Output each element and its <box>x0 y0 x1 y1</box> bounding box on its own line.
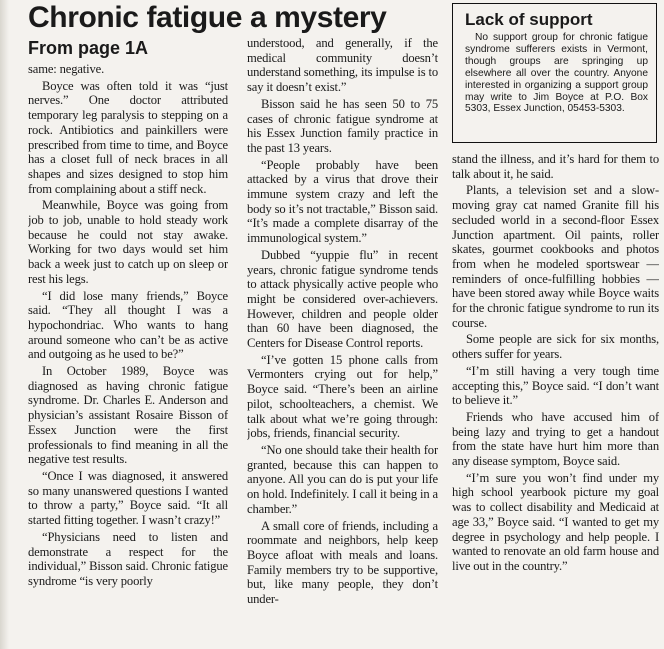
paragraph: same: negative. <box>28 62 105 76</box>
paragraph: A small core of friends, including a roommate and neighbors, help keep Boyce afloat with meals and loans. Family members try to be supportive, but, like many people, they don’t under- <box>247 518 438 607</box>
paragraph: “I’ve gotten 15 phone calls from Vermonters crying out for help,” Boyce said. “There’s been an airline pilot, schoolteachers, a chemist. We talk about what we’re going through: jobs, friends, financial security. <box>247 352 438 441</box>
paragraph: understood, and generally, if the medical community doesn’t understand something, its impulse is to say it doesn’t exist.” <box>247 36 438 95</box>
paragraph: Plants, a television set and a slow-moving gray cat named Granite fill his secluded world in a second-floor Essex Junction apartment. Oil paints, roller skates, gourmet cookbooks and photos from when he modeled sportswear — reminders of once-fulfilling hobbies — have been stored away while Boyce waits for the chronic fatigue syndrome to run its course. <box>452 183 659 330</box>
article-column-3 <box>452 152 659 649</box>
sidebar-body: No support group for chronic fatigue syndrome sufferers exists in Vermont, though groups are springing up elsewhere all over the country. Anyone interested in organizing a support group may write to Jim Boyce at P.O. Box 5303, Essex Junction, 05453-5303. <box>465 32 648 115</box>
paragraph: Boyce was often told it was “just nerves.” One doctor attributed temporary leg paralysis to stepping on a rock. Antibiotics and painkillers were prescribed from time to time, and Boyce has a closet full of neck braces in all shapes and sizes designed to stop him from complaining about a stiff neck. <box>28 78 228 196</box>
paragraph: “I did lose many friends,” Boyce said. “They all thought I was a hypochondriac. Who wants to hang around someone who can’t be as active and outgoing as he used to be?” <box>28 288 228 362</box>
paragraph: “Physicians need to listen and demonstrate a respect for the individual,” Bisson said. Chronic fatigue syndrome “is very poorly <box>28 529 228 588</box>
sidebar-box <box>452 3 657 143</box>
headline: Chronic fatigue a mystery <box>28 1 387 34</box>
scan-edge-shadow <box>0 0 9 649</box>
sidebar-title: Lack of support <box>465 10 593 29</box>
paragraph: Bisson said he has seen 50 to 75 cases of chronic fatigue syndrome at his Essex Junction family practice in the past 13 years. <box>247 96 438 155</box>
paragraph: “People probably have been attacked by a virus that drove their immune system crazy and left the body so it’s not tractable,” Bisson said. “It’s made a complete disarray of the immunological system.” <box>247 157 438 246</box>
paragraph: In October 1989, Boyce was diagnosed as having chronic fatigue syndrome. Dr. Charles E. Anderson and physician’s assistant Rosaire Bisson of Essex Junction were the first professionals to find meaning in all the negative test results. <box>28 364 228 467</box>
paragraph: Friends who have accused him of being lazy and trying to get a handout from the state have hurt him more than any disease symptom, Boyce said. <box>452 409 659 469</box>
paragraph: Dubbed “yuppie flu” in recent years, chronic fatigue syndrome tends to attack physically active people who might be considered over-achievers. However, children and people older than 60 have been diagnosed, the Centers for Disease Control reports. <box>247 247 438 351</box>
paragraph: Some people are sick for six months, others suffer for years. <box>452 332 659 362</box>
paragraph: “Once I was diagnosed, it answered so many unanswered questions I wanted to throw a party,” Boyce said. “It all started fitting together. I wasn’t crazy!” <box>28 468 228 528</box>
paragraph: “No one should take their health for granted, because this can happen to anyone. All you can do is put your life on hold. Indefinitely. I call it being in a chamber.” <box>247 442 438 516</box>
jump-subhead: From page 1A <box>28 38 149 58</box>
paragraph: stand the illness, and it’s hard for them to talk about it, he said. <box>452 152 659 181</box>
paragraph: “I’m sure you won’t find under my high school yearbook picture my goal was to collect disability and Medicaid at age 33,” Boyce said. “I wanted to get my degree in psychology and help people. I wanted to renovate an old farm house and live out in the country.” <box>452 470 659 573</box>
article-column-2 <box>247 36 438 649</box>
paragraph: “I’m still having a very tough time accepting this,” Boyce said. “I don’t want to believe it.” <box>452 363 659 408</box>
article-column-1 <box>28 62 228 649</box>
paragraph: Meanwhile, Boyce was going from job to job, unable to hold steady work because he could not stay awake. Working for two days would set him back a week just to catch up on sleep or rest his legs. <box>28 198 228 286</box>
